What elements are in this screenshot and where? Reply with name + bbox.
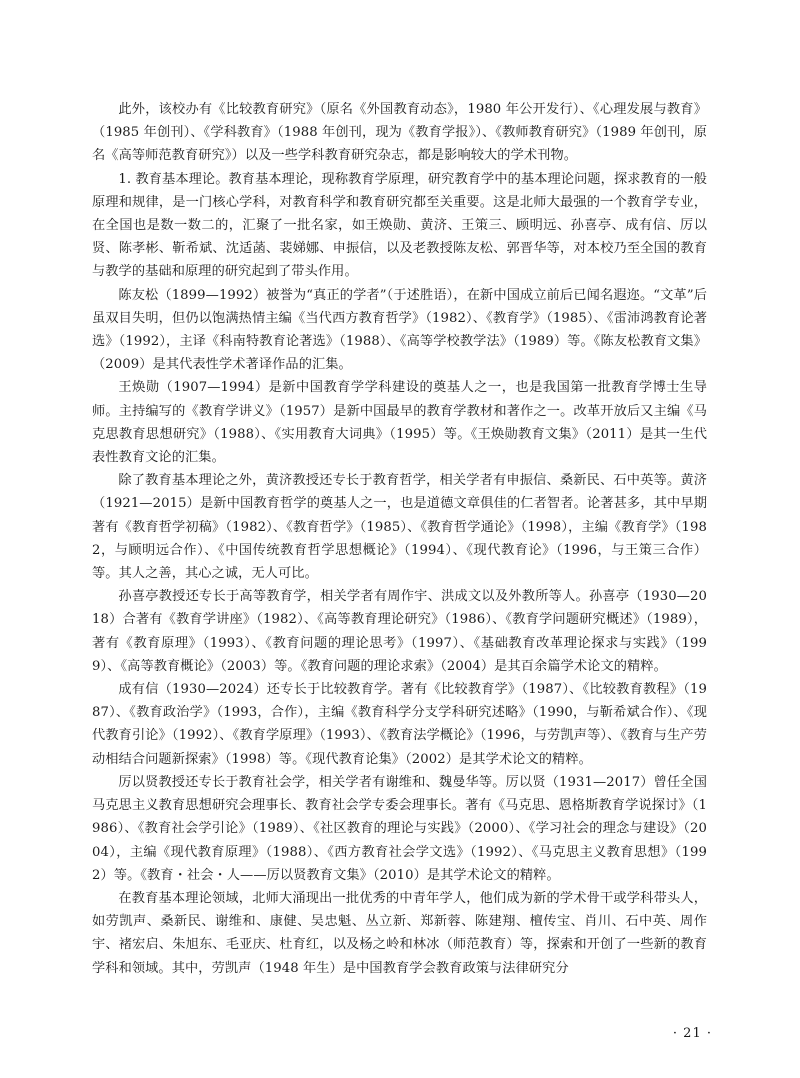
paragraph-huang-ji: 除了教育基本理论之外，黄济教授还专长于教育哲学，相关学者有申振信、桑新民、石中英等。黄济（1921—2015）是新中国教育哲学的奠基人之一，也是道德文章俱佳的仁者智者。论著甚多，其中早期著有《教育哲学初稿》（1982）、《教育哲学》（1985）、《教育哲学通论》（1998），主编《教育学》（1982，与顾明远合作）、《中国传统教育哲学思想概论》（1994）、《现代教育论》（1996，与王策三合作）等。其人之善，其心之诚，无人可比。	[92, 473, 707, 582]
page-number: · 21 ·	[672, 1026, 712, 1041]
paragraph-basic-theory: 1. 教育基本理论。教育基本理论，现称教育学原理，研究教育学中的基本理论问题，探求教育的一般原理和规律，是一门核心学科，对教育科学和教育研究都至关重要。这是北师大最强的一个教育学专业，在全国也是数一数二的，汇聚了一批名家，如王焕勋、黄济、王策三、顾明远、孙喜亭、成有信、厉以贤、陈孝彬、靳希斌、沈适菡、裴娣娜、申振信，以及老教授陈友松、郭晋华等，对本校乃至全国的教育与教学的基础和原理的研究起到了带头作用。	[92, 171, 707, 280]
body-text	[92, 98, 707, 980]
paragraph-young-scholars: 在教育基本理论领域，北师大涌现出一批优秀的中青年学人，他们成为新的学术骨干或学科带头人，如劳凯声、桑新民、谢维和、康健、吴忠魁、丛立新、郑新蓉、陈建翔、檀传宝、肖川、石中英、周作宇、褚宏启、朱旭东、毛亚庆、杜育红，以及杨之岭和林冰（师范教育）等，探索和开创了一些新的教育学科和领域。其中，劳凯声（1948 年生）是中国教育学会教育政策与法律研究分	[92, 890, 707, 976]
paragraph-cheng-youxin: 成有信（1930—2024）还专长于比较教育学。著有《比较教育学》（1987）、《比较教育教程》（1987）、《教育政治学》（1993，合作），主编《教育科学分支学科研究述略》（1990，与靳希斌合作）、《现代教育引论》（1992）、《教育学原理》（1993）、《教育法学概论》（1996，与劳凯声等）、《教育与生产劳动相结合问题新探索》（1998）等。《现代教育论集》（2002）是其学术论文的精粹。	[92, 682, 707, 767]
paragraph-wang-huanxun: 王焕勋（1907—1994）是新中国教育学学科建设的奠基人之一，也是我国第一批教育学博士生导师。主持编写的《教育学讲义》（1957）是新中国最早的教育学教材和著作之一。改革开放后又主编《马克思教育思想研究》（1988）、《实用教育大词典》（1995）等。《王焕勋教育文集》（2011）是其一生代表性教育文论的汇集。	[92, 380, 707, 466]
paragraph-sun-xiting: 孙喜亭教授还专长于高等教育学，相关学者有周作宇、洪成文以及外教所等人。孙喜亭（1930—2018）合著有《教育学讲座》（1982）、《高等教育理论研究》（1986）、《教育学问题研究概述》（1989），著有《教育原理》（1993）、《教育问题的理论思考》（1997）、《基础教育改革理论探求与实践》（1999）、《高等教育概论》（2003）等。《教育问题的理论求索》（2004）是其百余篇学术论文的精粹。	[92, 589, 707, 674]
paragraph-journals: 此外，该校办有《比较教育研究》（原名《外国教育动态》，1980 年公开发行）、《心理发展与教育》（1985 年创刊）、《学科教育》（1988 年创刊，现为《教育学报》）、《教师教育研究》（1989 年创刊，原名《高等师范教育研究》）以及一些学科教育研究杂志，都是影响较大的学术刊物。	[92, 102, 707, 164]
paragraph-li-yixian: 厉以贤教授还专长于教育社会学，相关学者有谢维和、魏曼华等。厉以贤（1931—2017）曾任全国马克思主义教育思想研究会理事长、教育社会学专委会理事长。著有《马克思、恩格斯教育学说探讨》（1986）、《教育社会学引论》（1989）、《社区教育的理论与实践》（2000）、《学习社会的理念与建设》（2004），主编《现代教育原理》（1988）、《西方教育社会学文选》（1992）、《马克思主义教育思想》（1992）等。《教育・社会・人——厉以贤教育文集》（2010）是其学术论文的精粹。	[92, 774, 707, 883]
paragraph-chen-yousong: 陈友松（1899—1992）被誉为“真正的学者”（于述胜语），在新中国成立前后已闻名遐迩。“文革”后虽双目失明，但仍以饱满热情主编《当代西方教育哲学》（1982）、《教育学》（1985）、《雷沛鸿教育论著选》（1992），主译《科南特教育论著选》（1988）、《高等学校教学法》（1989）等。《陈友松教育文集》（2009）是其代表性学术著译作品的汇集。	[92, 287, 707, 373]
